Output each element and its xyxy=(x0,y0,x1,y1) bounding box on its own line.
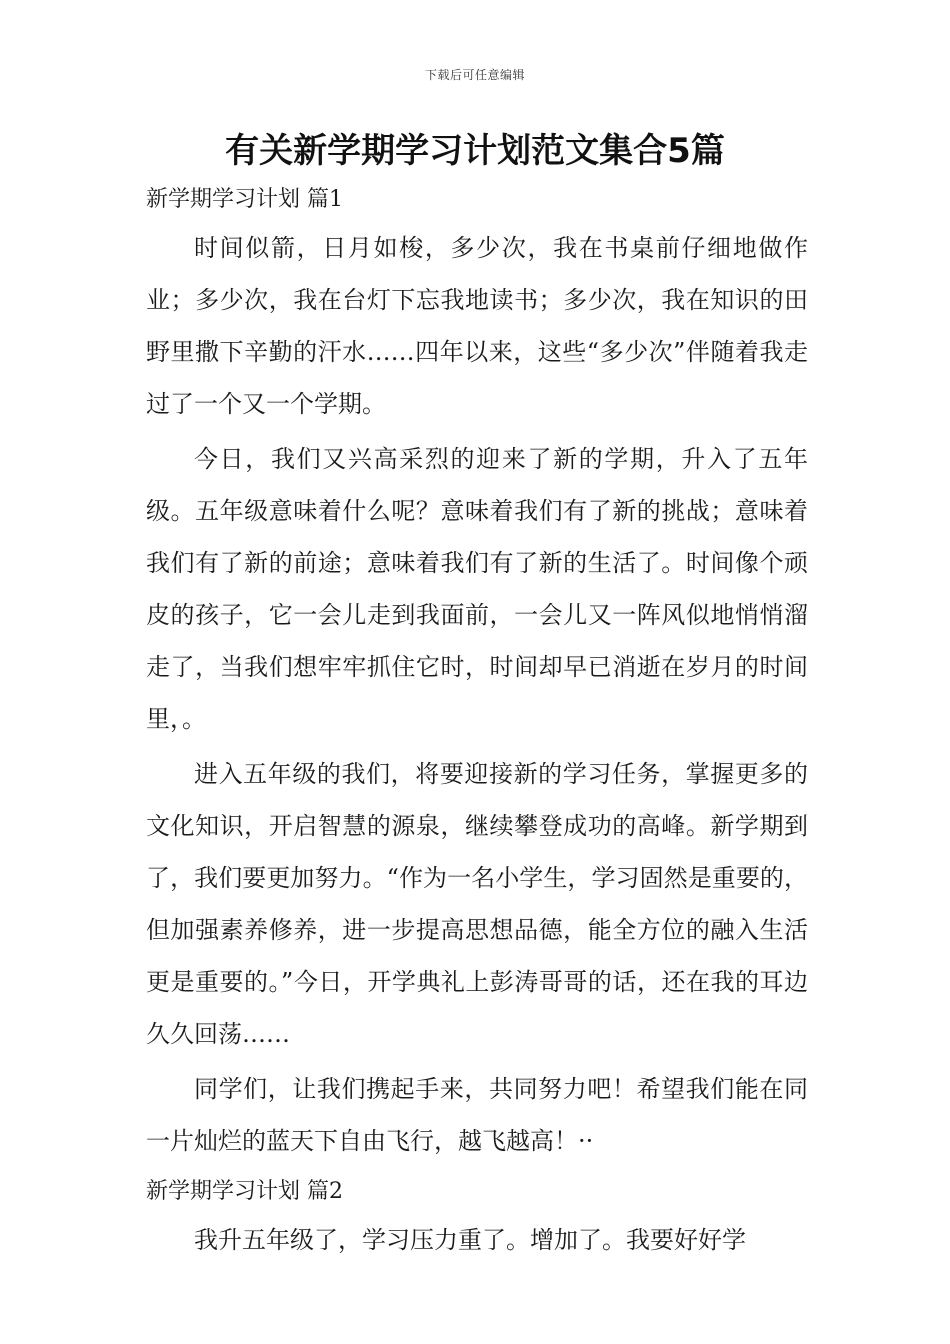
paragraph-2-1: 我升五年级了，学习压力重了。增加了。我要好好学 xyxy=(194,1226,746,1254)
section-heading-2: 新学期学习计划 篇2 xyxy=(146,1179,343,1204)
header-note: 下载后可任意编辑 xyxy=(424,68,525,82)
paragraph-1-1: 时间似箭，日月如梭，多少次，我在书桌前仔细地做作业；多少次，我在台灯下忘我地读书；多少次，我在知识的田野里撒下辛勤的汗水……四年以来，这些“多少次”伴随着我走过了一个又一个学期。 xyxy=(146,234,808,418)
document-title: 有关新学期学习计划范文集合5篇 xyxy=(225,131,725,171)
document-body xyxy=(146,178,808,1269)
paragraph-1-3: 进入五年级的我们，将要迎接新的学习任务，掌握更多的文化知识，开启智慧的源泉，继续攀登成功的高峰。新学期到了，我们要更加努力。“作为一名小学生，学习固然是重要的，但加强素养修养，进一步提高思想品德，能全方位的融入生活更是重要的。”今日，开学典礼上彭涛哥哥的话，还在我的耳边久久回荡…… xyxy=(146,760,808,1048)
section-heading-1: 新学期学习计划 篇1 xyxy=(146,187,343,212)
paragraph-1-4: 同学们，让我们携起手来，共同努力吧！希望我们能在同一片灿烂的蓝天下自由飞行，越飞越高！·· xyxy=(146,1075,808,1155)
paragraph-1-2: 今日，我们又兴高采烈的迎来了新的学期，升入了五年级。五年级意味着什么呢？意味着我们有了新的挑战；意味着我们有了新的前途；意味着我们有了新的生活了。时间像个顽皮的孩子，它一会儿走到我面前，一会儿又一阵风似地悄悄溜走了，当我们想牢牢抓住它时，时间却早已消逝在岁月的时间里，。 xyxy=(146,445,808,733)
